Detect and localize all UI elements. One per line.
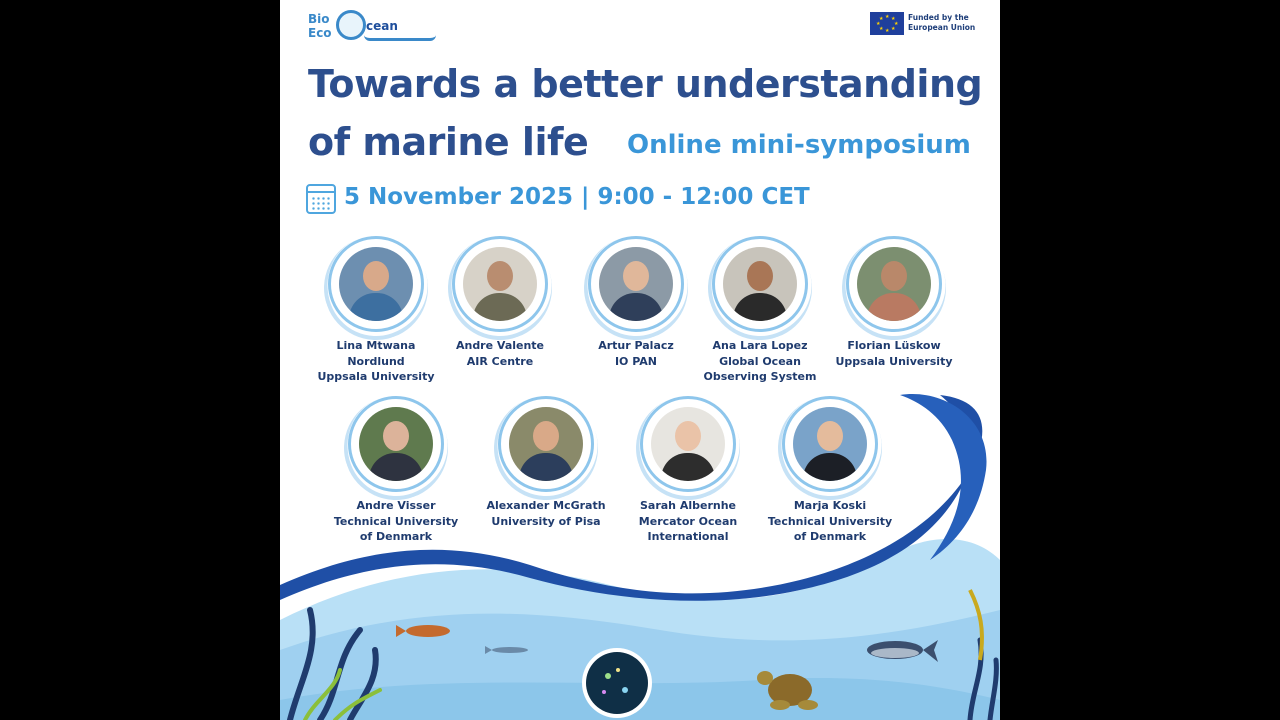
title-line-1: Towards a better understanding bbox=[308, 62, 983, 106]
speaker-card bbox=[306, 236, 446, 385]
speaker-name: Sarah Albernhe bbox=[639, 499, 737, 512]
avatar-head bbox=[817, 421, 843, 451]
avatar-frame bbox=[498, 396, 594, 492]
subtitle: Online mini-symposium bbox=[627, 130, 971, 160]
logo-cean-text: cean bbox=[366, 19, 398, 33]
avatar-body bbox=[349, 293, 403, 321]
speaker-card bbox=[824, 236, 964, 369]
avatar-frame bbox=[640, 396, 736, 492]
speaker-card bbox=[690, 236, 830, 385]
avatar-head bbox=[881, 261, 907, 291]
speaker-affiliation: Uppsala University bbox=[835, 354, 953, 368]
speaker-name: Artur Palacz bbox=[598, 339, 674, 352]
avatar-frame bbox=[846, 236, 942, 332]
speaker-photo bbox=[599, 247, 673, 321]
avatar-head bbox=[675, 421, 701, 451]
speaker-card bbox=[430, 236, 570, 369]
speaker-name: Marja Koski bbox=[793, 499, 867, 512]
speaker-photo bbox=[509, 407, 583, 481]
avatar-frame bbox=[328, 236, 424, 332]
avatar-frame bbox=[712, 236, 808, 332]
speaker-name: Andre Valente bbox=[455, 339, 545, 352]
speaker-card bbox=[326, 396, 466, 545]
speaker-photo bbox=[651, 407, 725, 481]
event-poster bbox=[280, 0, 1000, 720]
speaker-affiliation: Uppsala University bbox=[317, 370, 435, 383]
speaker-card bbox=[566, 236, 706, 369]
speaker-name: Florian Lüskow bbox=[847, 339, 941, 352]
logo-bio-text: Bio bbox=[308, 12, 330, 26]
avatar-head bbox=[623, 261, 649, 291]
title-line-2: of marine life bbox=[308, 120, 589, 164]
avatar-body bbox=[661, 453, 715, 481]
eu-funding-badge bbox=[870, 12, 992, 36]
speaker-name: Alexander McGrath bbox=[486, 499, 606, 512]
avatar-body bbox=[609, 293, 663, 321]
speaker-affiliation: Mercator Ocean International bbox=[638, 514, 738, 543]
avatar-body bbox=[867, 293, 921, 321]
avatar-body bbox=[473, 293, 527, 321]
event-date-time: 5 November 2025 | 9:00 - 12:00 CET bbox=[344, 184, 810, 210]
avatar-head bbox=[363, 261, 389, 291]
logo-eco-text: Eco bbox=[308, 26, 332, 40]
speaker-affiliation: Technical University of Denmark bbox=[333, 514, 459, 543]
eu-flag-icon: ★ ★ ★ ★ ★ ★ ★ ★ bbox=[870, 12, 904, 35]
speaker-card bbox=[618, 396, 758, 545]
speaker-affiliation: University of Pisa bbox=[491, 514, 601, 528]
speaker-photo bbox=[857, 247, 931, 321]
speaker-affiliation: Technical University of Denmark bbox=[767, 514, 893, 543]
logo-globe-icon bbox=[336, 10, 366, 40]
speaker-name: Lina Mtwana Nordlund bbox=[336, 339, 416, 368]
speaker-photo bbox=[359, 407, 433, 481]
eu-funding-text: Funded by the European Union bbox=[908, 13, 976, 32]
speaker-card bbox=[760, 396, 900, 545]
avatar-frame bbox=[452, 236, 548, 332]
speaker-affiliation: AIR Centre bbox=[466, 354, 534, 368]
avatar-head bbox=[383, 421, 409, 451]
speaker-photo bbox=[793, 407, 867, 481]
avatar-body bbox=[803, 453, 857, 481]
avatar-body bbox=[519, 453, 573, 481]
speaker-photo bbox=[339, 247, 413, 321]
avatar-body bbox=[733, 293, 787, 321]
calendar-icon bbox=[306, 184, 336, 214]
logo-wave-icon bbox=[364, 35, 436, 41]
avatar-frame bbox=[588, 236, 684, 332]
avatar-frame bbox=[782, 396, 878, 492]
avatar-frame bbox=[348, 396, 444, 492]
avatar-body bbox=[369, 453, 423, 481]
speaker-name: Andre Visser bbox=[356, 499, 436, 512]
avatar-head bbox=[487, 261, 513, 291]
avatar-head bbox=[747, 261, 773, 291]
speaker-card bbox=[476, 396, 616, 529]
speaker-photo bbox=[463, 247, 537, 321]
avatar-head bbox=[533, 421, 559, 451]
bioecocean-logo bbox=[308, 10, 418, 42]
speaker-photo bbox=[723, 247, 797, 321]
speaker-affiliation: IO PAN bbox=[614, 354, 658, 368]
speaker-name: Ana Lara Lopez bbox=[712, 339, 808, 352]
speaker-affiliation: Global Ocean Observing System bbox=[703, 354, 817, 383]
